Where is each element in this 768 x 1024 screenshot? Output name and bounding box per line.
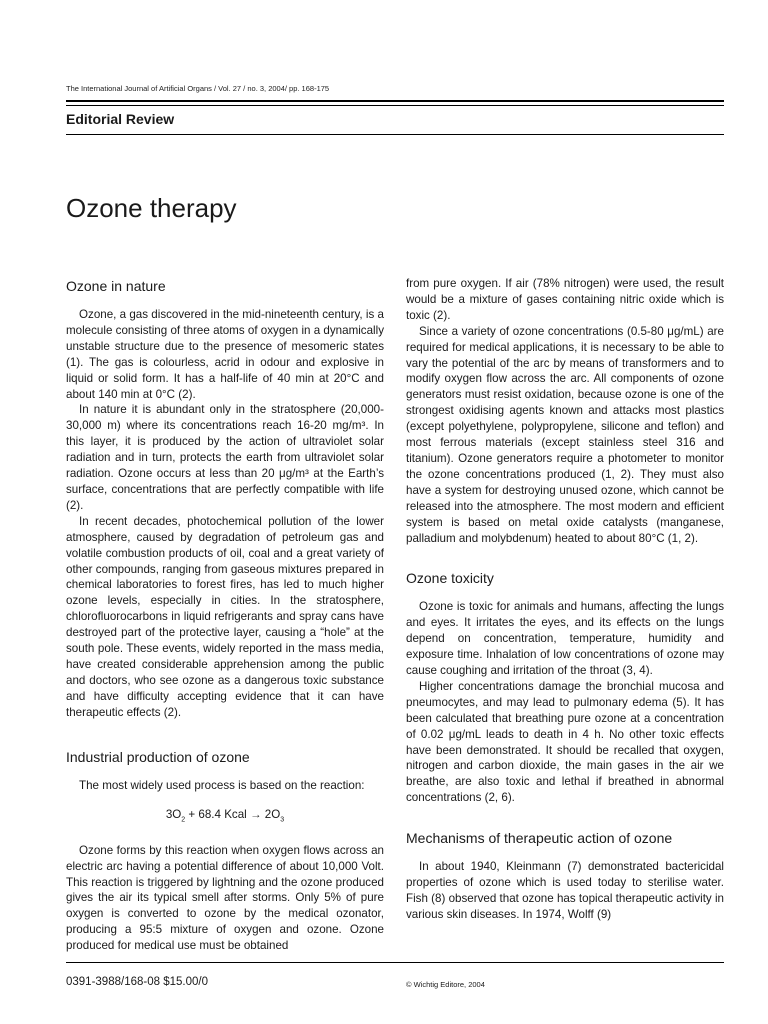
paragraph: Ozone forms by this reaction when oxygen flows across an electric arc having a potential difference of about 10,000 Volt. This reaction is triggered by lightning and the ozone produced gives the air its typical smell after storms. Only 5% of pure oxygen is converted to ozone by the medical ozonator, producing a 95:5 mixture of oxygen and ozone. Ozone produced for medical use must be obtained bbox=[66, 843, 384, 953]
header-rule-thin bbox=[66, 105, 724, 106]
article-title: Ozone therapy bbox=[66, 193, 237, 224]
heading-ozone-toxicity: Ozone toxicity bbox=[406, 570, 494, 587]
section-label: Editorial Review bbox=[66, 111, 175, 127]
footer-rule bbox=[66, 962, 724, 963]
header-rule-thick bbox=[66, 100, 724, 102]
paragraph: In recent decades, photochemical pollution of the lower atmosphere, caused by degradation of petroleum gas and volatile combustion products of oil, coal and a great variety of other compounds, ranging from gaseous mixtures prepared in chemical laboratories to forest fires, has led to much higher ozone levels, especially in cities. In the stratosphere, chlorofluorocarbons in liquid refrigerants and spray cans have destroyed part of the protective layer, causing a “hole” at the south pole. These events, widely reported in the mass media, have created considerable apprehension among the public and doctors, who see ozone as a dangerous toxic substance and have difficulty accepting evidence that it can have therapeutic effects (2). bbox=[66, 514, 384, 719]
heading-ozone-in-nature: Ozone in nature bbox=[66, 278, 166, 294]
paragraph: In nature it is abundant only in the stratosphere (20,000-30,000 m) where its concentrations reach 16-20 mg/m³. In this layer, it is produced by the action of ultraviolet solar radiation and in turn, protects the earth from ultraviolet solar radiation. Ozone occurs at less than 20 μg/m³ at the Earth’s surface, concentrations that are perfectly compatible with life (2). bbox=[66, 403, 384, 512]
left-column bbox=[66, 276, 384, 954]
right-column bbox=[406, 276, 724, 923]
paragraph: In about 1940, Kleinmann (7) demonstrated bactericidal properties of ozone which is used today to sterilise water. Fish (8) observed that ozone has topical therapeutic activity in various skin diseases. In 1974, Wolff (9) bbox=[406, 860, 724, 921]
footer-copyright: © Wichtig Editore, 2004 bbox=[406, 980, 485, 989]
journal-citation: The International Journal of Artificial Organs / Vol. 27 / no. 3, 2004/ pp. 168-175 bbox=[66, 84, 330, 93]
heading-mechanisms: Mechanisms of therapeutic action of ozone bbox=[406, 830, 673, 847]
paragraph: from pure oxygen. If air (78% nitrogen) were used, the result would be a mixture of gases containing nitric oxide which is toxic (2). bbox=[406, 277, 724, 322]
paragraph: Ozone is toxic for animals and humans, affecting the lungs and eyes. It irritates the eyes, and its effects on the lungs depend on concentration, temperature, humidity and exposure time. Inhalation of low concentrations of ozone may cause coughing and irritation of the throat (3, 4). bbox=[406, 600, 724, 678]
reaction-equation: $3O_2 + 68.4$ Kcal → $2O_3$ bbox=[165, 808, 285, 824]
paragraph: Ozone, a gas discovered in the mid-nineteenth century, is a molecule consisting of three atoms of oxygen in a dynamically unstable structure due to the presence of mesomeric states (1). The gas is colourless, acrid in odour and explosive in liquid or solid form. It has a half-life of 40 min at 20°C and about 140 min at 0°C (2). bbox=[66, 308, 384, 401]
footer-code: 0391-3988/168-08 $15.00/0 bbox=[66, 976, 208, 988]
section-rule bbox=[66, 134, 724, 135]
paragraph: Higher concentrations damage the bronchial mucosa and pneumocytes, and may lead to pulmonary edema (5). It has been calculated that breathing pure ozone at a concentration of 0.02 μg/mL leads to death in 4 h. No other toxic effects have been demonstrated. It should be recalled that oxygen, nitrogen and carbon dioxide, the main gases in the air we breathe, are also toxic and lethal if breathed in abnormal concentrations (2, 6). bbox=[406, 679, 724, 805]
heading-industrial-production: Industrial production of ozone bbox=[66, 748, 250, 765]
paragraph: The most widely used process is based on the reaction: bbox=[79, 778, 365, 792]
paragraph: Since a variety of ozone concentrations (0.5-80 μg/mL) are required for medical applications, it is necessary to be able to vary the potential of the arc by means of transformers and to modify oxygen flow across the arc. All components of ozone generators must resist oxidation, because ozone is one of the strongest oxidising agents known and attacks most plastics (except polyethylene, polypropylene, silicone and teflon) and most ferrous materials (except stainless steel 316 and titanium). Ozone generators require a photometer to monitor the ozone concentrations produced (1, 2). They must also have a system for destroying unused ozone, which cannot be released into the atmosphere. The most modern and efficient system is based on metal oxide catalysts (manganese, palladium and molybdenum) heated to about 80°C (1, 2). bbox=[406, 324, 724, 545]
